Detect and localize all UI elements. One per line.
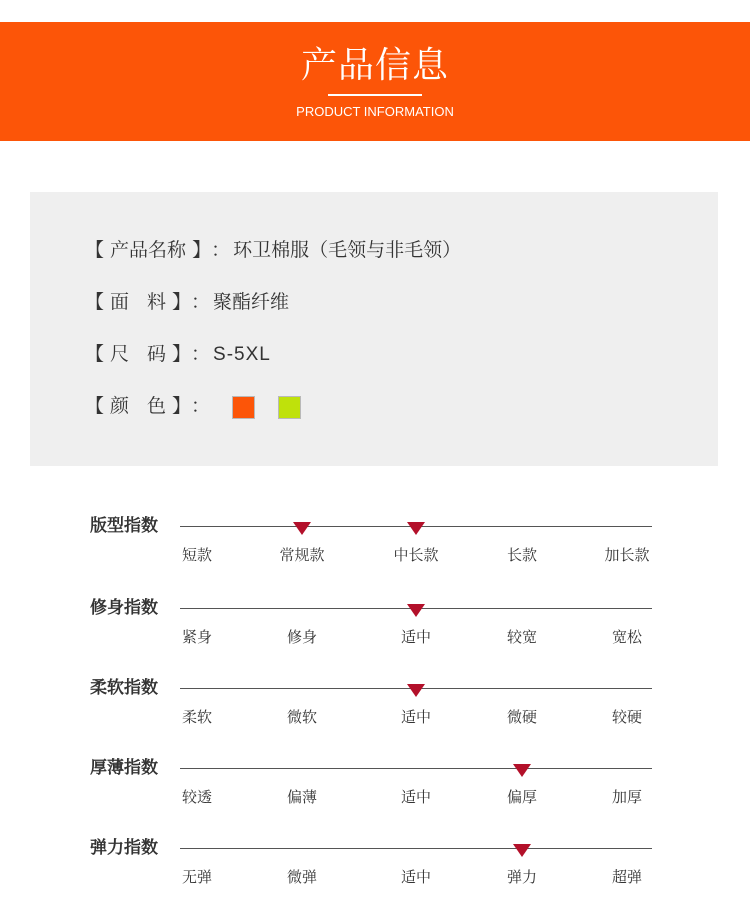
scale-option: 弹力 (506, 868, 538, 886)
color-label-start: 【 颜 (85, 395, 130, 417)
material-label-start: 【 面 (85, 291, 130, 313)
scale-option: 适中 (400, 868, 432, 886)
scale-marker-icon (407, 522, 425, 535)
scale-row (0, 838, 750, 908)
color-swatch-lime (278, 396, 301, 419)
scale-option: 宽松 (611, 628, 643, 646)
size-label-end: 码 】 (147, 343, 192, 365)
scale-title: 柔软指数 (90, 678, 158, 698)
colon: ： (191, 343, 211, 365)
header-banner (0, 22, 750, 141)
name-label: 【 产品名称 】 (85, 239, 212, 261)
color-swatch-orange (232, 396, 255, 419)
scale-option: 修身 (286, 628, 318, 646)
scale-title: 厚薄指数 (90, 758, 158, 778)
info-row-material (85, 288, 289, 316)
scale-option: 偏薄 (286, 788, 318, 806)
scale-option: 偏厚 (506, 788, 538, 806)
scale-option: 紧身 (181, 628, 213, 646)
scale-option: 短款 (181, 546, 213, 564)
scale-title: 弹力指数 (90, 838, 158, 858)
product-info-panel (30, 192, 718, 466)
scale-option: 适中 (400, 708, 432, 726)
scale-marker-icon (513, 844, 531, 857)
scale-option: 较透 (181, 788, 213, 806)
scale-marker-icon (407, 604, 425, 617)
scale-option: 超弹 (611, 868, 643, 886)
title-underline (328, 94, 422, 96)
scale-option: 加厚 (611, 788, 643, 806)
scale-line (180, 768, 652, 769)
scale-option: 中长款 (393, 546, 439, 564)
colon: ： (191, 291, 211, 313)
page-title: 产品信息 (300, 45, 449, 86)
size-label-start: 【 尺 (85, 343, 130, 365)
size-value: S-5XL (213, 344, 271, 365)
material-label-end: 料 】 (147, 291, 192, 313)
scale-option: 无弹 (181, 868, 213, 886)
scale-option: 微弹 (286, 868, 318, 886)
scale-marker-icon (293, 522, 311, 535)
scale-line (180, 848, 652, 849)
scale-marker-icon (513, 764, 531, 777)
page-subtitle: PRODUCT INFORMATION (296, 104, 454, 119)
scale-title: 修身指数 (90, 598, 158, 618)
scale-row (0, 598, 750, 668)
scale-row (0, 758, 750, 828)
scale-row (0, 678, 750, 748)
scale-row (0, 516, 750, 586)
info-row-size (85, 340, 271, 368)
scale-option: 微硬 (506, 708, 538, 726)
colon: ： (191, 395, 211, 417)
scale-option: 长款 (506, 546, 538, 564)
scale-option: 加长款 (604, 546, 650, 564)
scale-option: 适中 (400, 788, 432, 806)
color-label-end: 色 】 (147, 395, 192, 417)
scale-option: 较硬 (611, 708, 643, 726)
info-row-name (85, 236, 461, 264)
name-value: 环卫棉服（毛领与非毛领） (233, 239, 462, 261)
scale-option: 较宽 (506, 628, 538, 646)
material-value: 聚酯纤维 (213, 291, 290, 313)
scale-option: 适中 (400, 628, 432, 646)
scale-option: 柔软 (181, 708, 213, 726)
info-row-color (85, 392, 385, 420)
scale-option: 常规款 (279, 546, 325, 564)
scale-title: 版型指数 (90, 516, 158, 536)
scale-marker-icon (407, 684, 425, 697)
colon: ： (211, 239, 231, 261)
scale-option: 微软 (286, 708, 318, 726)
